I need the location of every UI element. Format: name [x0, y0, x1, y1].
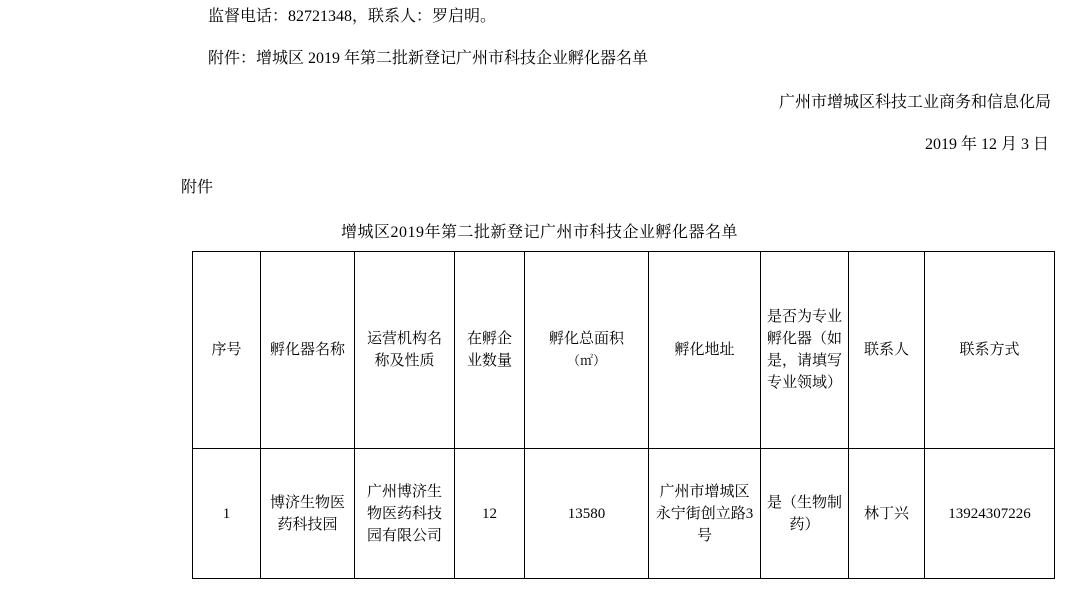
cell-operator: 广州博济生物医药科技园有限公司	[355, 449, 455, 579]
cell-address: 广州市增城区永宁街创立路3号	[649, 449, 761, 579]
cell-incubator-name: 博济生物医药科技园	[261, 449, 355, 579]
cell-total-area: 13580	[525, 449, 649, 579]
header-contact-person: 联系人	[849, 252, 925, 449]
issue-date: 2019 年 12 月 3 日	[925, 136, 1050, 153]
header-incubator-name: 孵化器名称	[261, 252, 355, 449]
table-header-row	[193, 252, 1055, 449]
header-operator: 运营机构名称及性质	[355, 252, 455, 449]
header-address: 孵化地址	[649, 252, 761, 449]
header-total-area-main: 孵化总面积	[548, 331, 624, 347]
incubator-table-wrapper	[192, 251, 1054, 579]
table-body	[193, 449, 1055, 579]
attachment-reference-line: 附件：增城区 2019 年第二批新登记广州市科技企业孵化器名单	[208, 50, 649, 67]
cell-contact-phone: 13924307226	[925, 449, 1055, 579]
issuing-authority: 广州市增城区科技工业商务和信息化局	[779, 94, 1052, 111]
cell-index: 1	[193, 449, 261, 579]
annex-label: 附件	[181, 179, 214, 196]
incubator-list-table	[192, 251, 1055, 579]
header-contact-phone: 联系方式	[925, 252, 1055, 449]
table-header	[193, 252, 1055, 449]
cell-contact-person: 林丁兴	[849, 449, 925, 579]
header-total-area	[525, 252, 649, 449]
header-index: 序号	[193, 252, 261, 449]
cell-specialized: 是（生物制药）	[761, 449, 849, 579]
supervision-phone-line: 监督电话：82721348，联系人：罗启明。	[208, 8, 497, 25]
table-row	[193, 449, 1055, 579]
header-total-area-unit: （㎡）	[566, 353, 606, 368]
header-specialized: 是否为专业孵化器（如是，请填写专业领域）	[761, 252, 849, 449]
table-title: 增城区2019年第二批新登记广州市科技企业孵化器名单	[340, 224, 738, 241]
cell-company-count: 12	[455, 449, 525, 579]
header-company-count: 在孵企业数量	[455, 252, 525, 449]
